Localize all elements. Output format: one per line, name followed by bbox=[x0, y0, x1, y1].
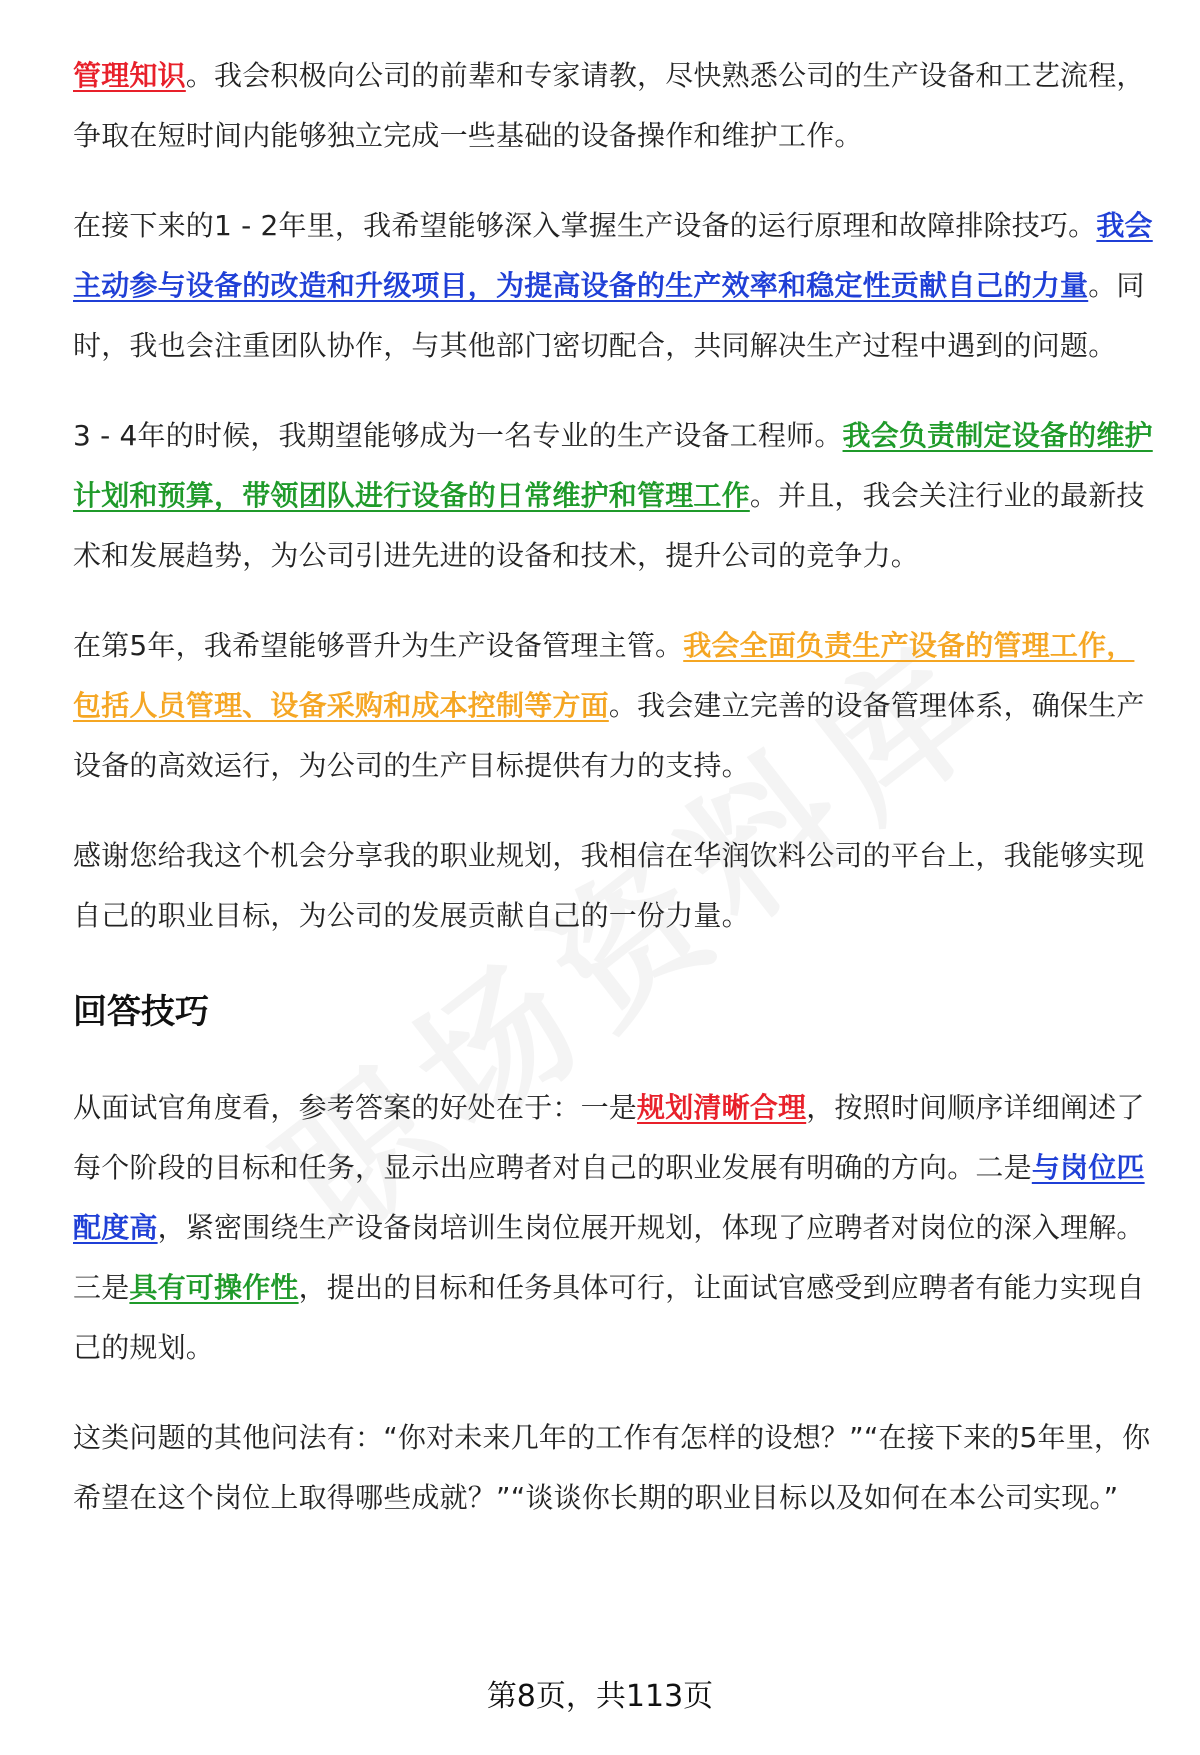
tips-highlight-red: 规划清晰合理 bbox=[637, 1091, 807, 1124]
tips-text-b: ，按照时间顺序详细阐述了每个阶段的目标和任务，显示出应聘者对自己的职业发展有明确的方向。二是 bbox=[73, 1091, 1145, 1184]
page-number: 第8页，共113页 bbox=[486, 1679, 714, 1714]
tips-paragraph-1 bbox=[73, 1078, 1153, 1378]
tips-paragraph-2: 这类问题的其他问法有：“你对未来几年的工作有怎样的设想？”“在接下来的5年里，你希望在这个岗位上取得哪些成就？”“谈谈你长期的职业目标以及如何在本公司实现。” bbox=[73, 1421, 1151, 1514]
paragraph-3-post: 。并且，我会关注行业的最新技术和发展趋势，为公司引进先进的设备和技术，提升公司的竞争力。 bbox=[73, 479, 1145, 572]
tips-text-c: ，紧密围绕生产设备岗培训生岗位展开规划，体现了应聘者对岗位的深入理解。三是 bbox=[73, 1211, 1145, 1304]
highlight-green: 我会负责制定设备的维护计划和预算，带领团队进行设备的日常维护和管理工作 bbox=[73, 419, 1153, 512]
tips-highlight-green: 具有可操作性 bbox=[129, 1271, 299, 1304]
paragraph-3-pre: 3 - 4年的时候，我期望能够成为一名专业的生产设备工程师。 bbox=[73, 419, 843, 452]
paragraph-2-post: 。同时，我也会注重团队协作，与其他部门密切配合，共同解决生产过程中遇到的问题。 bbox=[73, 269, 1145, 362]
tips-highlight-blue: 与岗位匹配度高 bbox=[73, 1151, 1145, 1244]
section-heading: 回答技巧 bbox=[73, 992, 209, 1032]
paragraph-4-pre: 在第5年，我希望能够晋升为生产设备管理主管。 bbox=[73, 629, 684, 662]
paragraph-4-post: 。我会建立完善的设备管理体系，确保生产设备的高效运行，为公司的生产目标提供有力的支持。 bbox=[73, 689, 1145, 782]
paragraph-3 bbox=[73, 406, 1153, 586]
document-page bbox=[73, 46, 1153, 1528]
tips-text-d: ，提出的目标和任务具体可行，让面试官感受到应聘者有能力实现自己的规划。 bbox=[73, 1271, 1145, 1364]
paragraph-2-pre: 在接下来的1 - 2年里，我希望能够深入掌握生产设备的运行原理和故障排除技巧。 bbox=[73, 209, 1097, 242]
paragraph-2 bbox=[73, 196, 1153, 376]
highlight-red: 管理知识 bbox=[73, 59, 186, 92]
paragraph-5: 感谢您给我这个机会分享我的职业规划，我相信在华润饮料公司的平台上，我能够实现自己的职业目标，为公司的发展贡献自己的一份力量。 bbox=[73, 839, 1145, 932]
paragraph-1 bbox=[73, 46, 1153, 166]
paragraph-4 bbox=[73, 616, 1153, 796]
highlight-blue: 我会主动参与设备的改造和升级项目，为提高设备的生产效率和稳定性贡献自己的力量 bbox=[73, 209, 1153, 302]
highlight-orange: 我会全面负责生产设备的管理工作，包括人员管理、设备采购和成本控制等方面 bbox=[73, 629, 1135, 722]
paragraph-1-text: 。我会积极向公司的前辈和专家请教，尽快熟悉公司的生产设备和工艺流程，争取在短时间内能够独立完成一些基础的设备操作和维护工作。 bbox=[73, 59, 1145, 152]
tips-text-a: 从面试官角度看，参考答案的好处在于：一是 bbox=[73, 1091, 638, 1124]
